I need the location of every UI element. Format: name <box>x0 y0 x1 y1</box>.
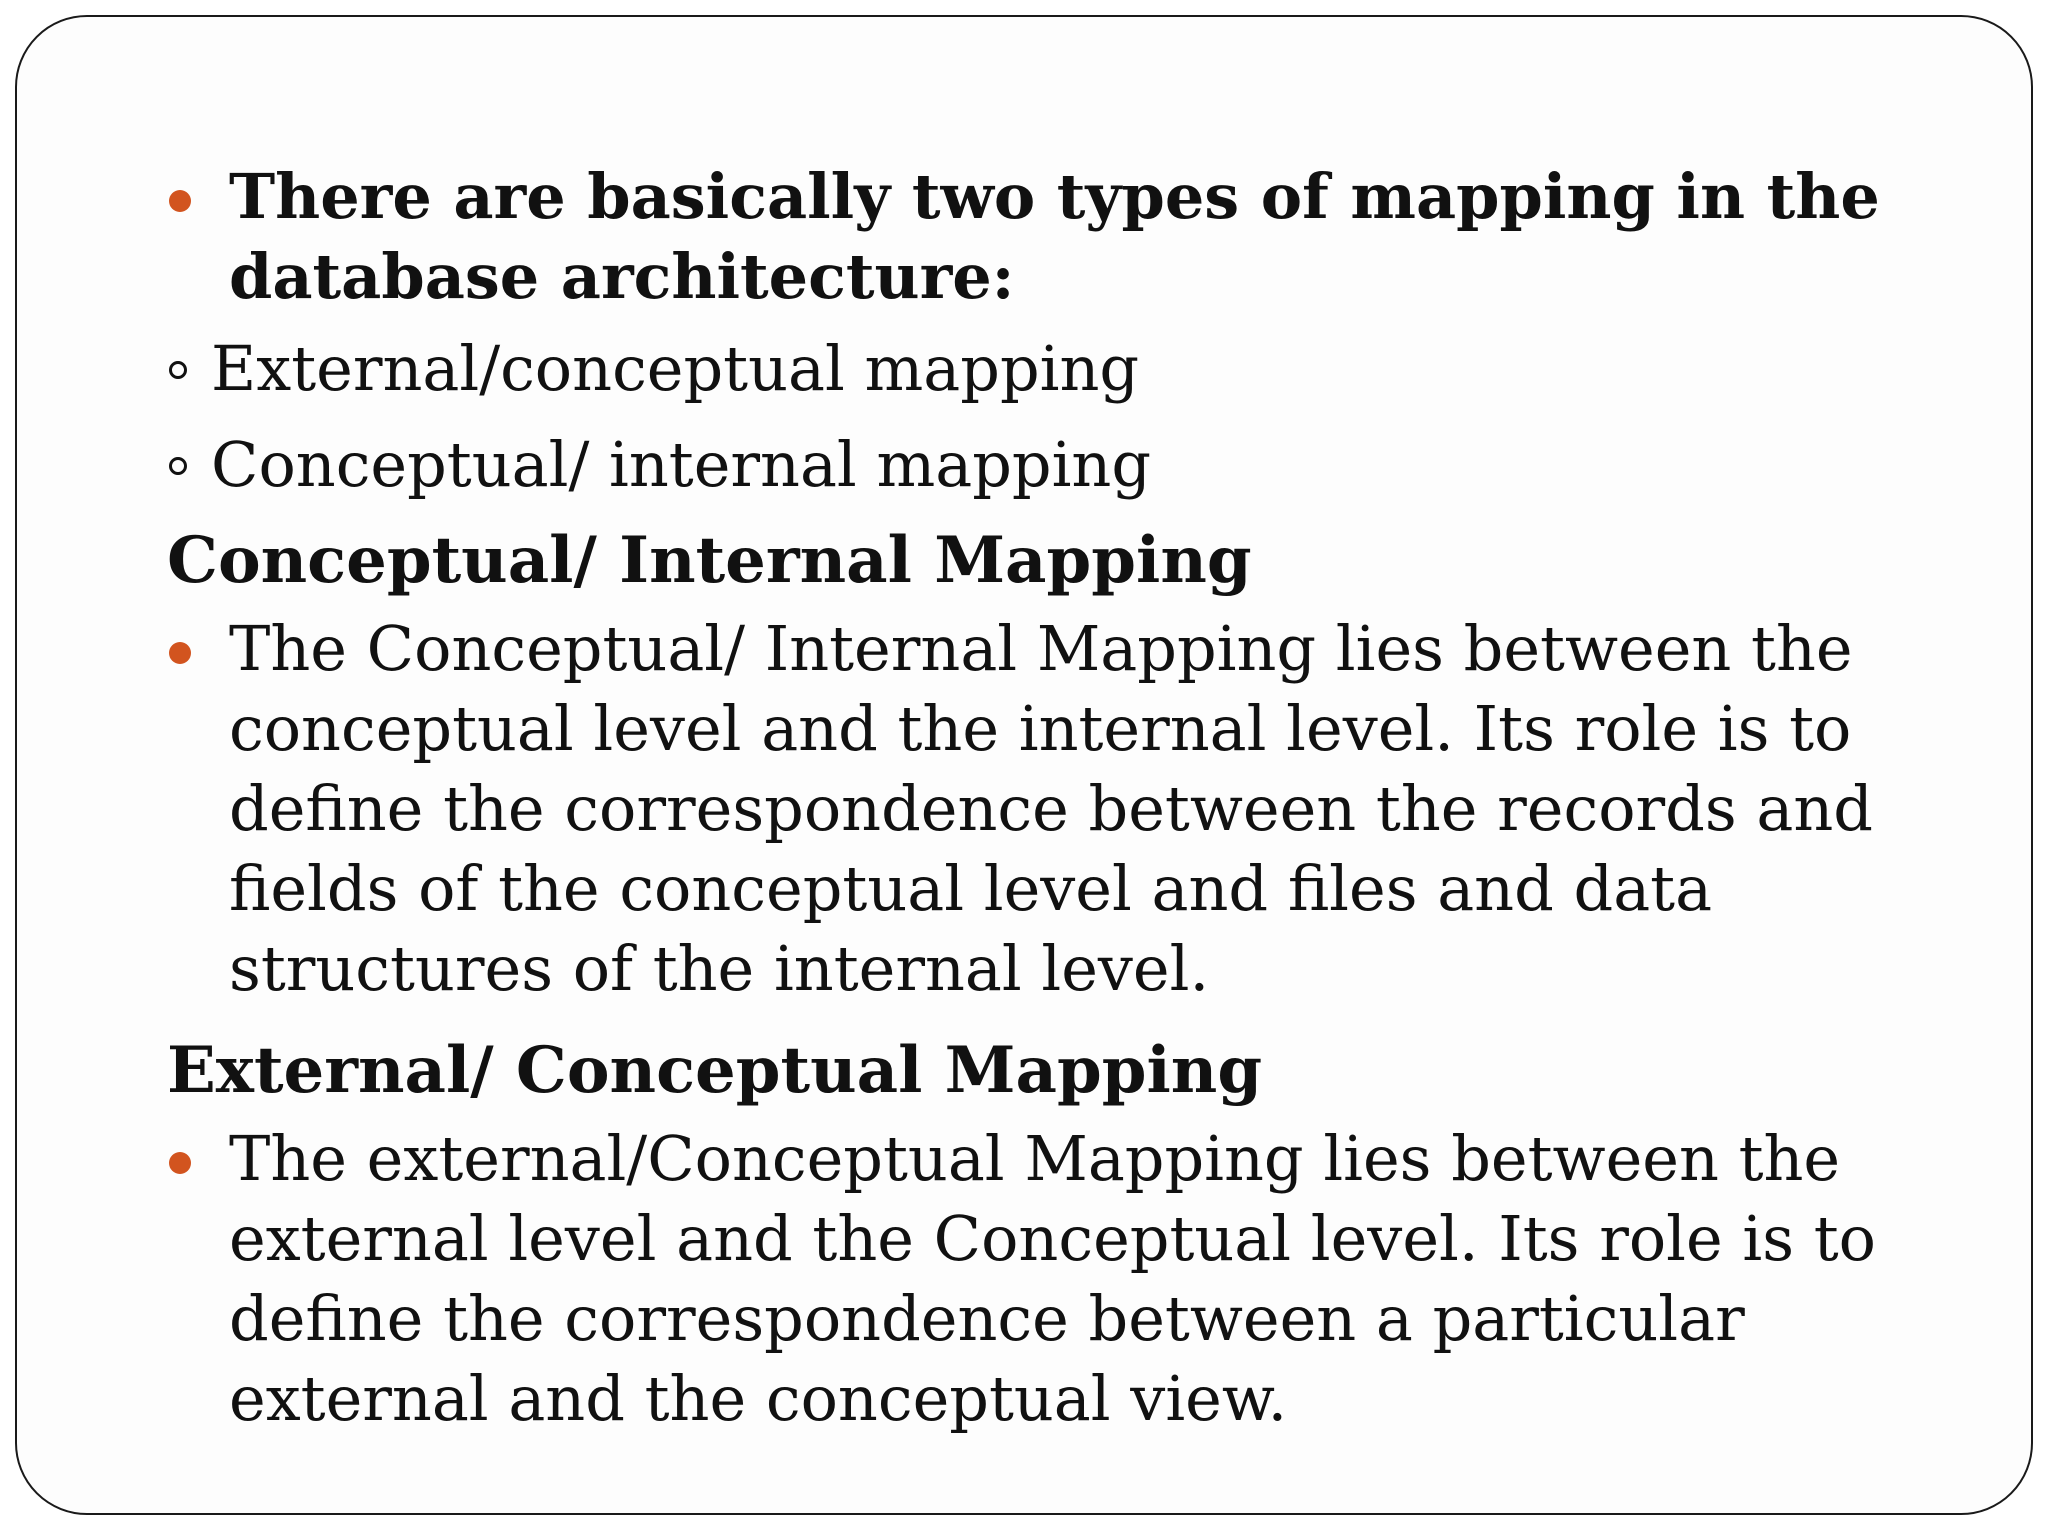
bullet-dot-icon <box>169 1152 191 1174</box>
section-heading-external-conceptual: External/ Conceptual Mapping <box>167 1033 1263 1108</box>
intro-text: There are basically two types of mapping in the database architecture: <box>229 160 1880 313</box>
section-body: The external/Conceptual Mapping lies between the external level and the Conceptual level. Its role is to define the correspondence between a particular external and the conceptual view. <box>229 1122 1876 1435</box>
hollow-circle-icon <box>169 457 187 475</box>
section-heading-conceptual-internal: Conceptual/ Internal Mapping <box>167 523 1252 598</box>
intro-bullet <box>167 157 1987 317</box>
sub-item-external-conceptual <box>167 321 1987 417</box>
hollow-circle-icon <box>169 361 187 379</box>
section-bullet-conceptual-internal <box>167 609 1987 1009</box>
bullet-dot-icon <box>169 190 191 212</box>
slide-frame <box>15 15 2033 1515</box>
section-bullet-external-conceptual <box>167 1119 1987 1439</box>
section-body: The Conceptual/ Internal Mapping lies between the conceptual level and the internal level. Its role is to define the correspondence between the records and fields of the conceptual level and files and data structures of the internal level. <box>229 612 1873 1005</box>
sub-item-conceptual-internal <box>167 417 1987 513</box>
sub-item-label: Conceptual/ internal mapping <box>211 428 1152 501</box>
bullet-dot-icon <box>169 642 191 664</box>
sub-item-label: External/conceptual mapping <box>211 332 1140 405</box>
slide-content <box>167 157 1987 1439</box>
